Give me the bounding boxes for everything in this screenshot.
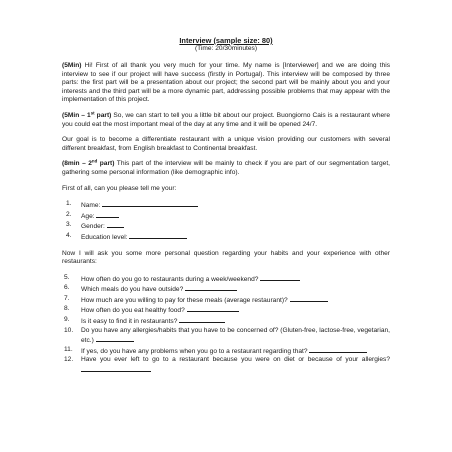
- intro-paragraph: [62, 62, 390, 105]
- answer-blank[interactable]: [290, 295, 328, 302]
- document-title: Interview (sample size: 80): [179, 36, 273, 45]
- answer-blank[interactable]: [187, 305, 239, 312]
- part1-lead-pre: (5Min – 1: [62, 111, 91, 119]
- part2-lead-post: part): [97, 160, 115, 168]
- intro-lead: (5Min): [62, 62, 82, 69]
- answer-blank[interactable]: [179, 316, 225, 323]
- intro-text: Hi! First of all thank you very much for your time. My name is [Interviewer] and we are doing this interview to see if our project will have success (firstly in Portugal). This interview will be composed by three parts: the first part will be a presentation about our project; the second part will be mainly about you and your interests and the third part will be a more dynamic part, addressing possible problems that may appear with the implementation of this project.: [62, 62, 390, 104]
- answer-blank[interactable]: [260, 274, 300, 281]
- answer-blank[interactable]: [81, 365, 151, 372]
- part1-lead: [62, 112, 111, 119]
- personal-info-list: [62, 200, 390, 242]
- list-item: 11. If yes, do you have any problems when you go to a restaurant regarding that?: [62, 346, 390, 357]
- part2-lead: [62, 160, 114, 167]
- list-item: 12. Have you ever left to go to a restaurant because you were on diet or because of your allergies?: [62, 356, 390, 375]
- list-item: 6. Which meals do you have outside?: [62, 284, 390, 295]
- habits-question-list: [62, 274, 390, 376]
- answer-blank[interactable]: [107, 221, 124, 228]
- list-item: 7. How much are you willing to pay for these meals (average restaurant)?: [62, 295, 390, 306]
- goal-paragraph: Our goal is to become a differentiate restaurant with a unique vision providing our customers with several different breakfast, from English breakfast to Continental breakfast.: [62, 136, 390, 152]
- part2-text: This part of the interview will be mainly to check if you are part of our segmentation target, gathering some personal information (like demographic info).: [62, 160, 390, 176]
- part2-lead-sup: nd: [91, 158, 98, 164]
- answer-blank[interactable]: [129, 232, 187, 239]
- habits-intro: Now I will ask you some more personal question regarding your habits and your experience with other restaurants:: [62, 249, 390, 266]
- ask-intro: First of all, can you please tell me your:: [62, 184, 177, 192]
- list-item: 8. How often do you eat healthy food?: [62, 305, 390, 316]
- list-item: 3. Gender:: [62, 221, 390, 232]
- answer-blank[interactable]: [96, 211, 119, 218]
- answer-blank[interactable]: [96, 335, 134, 342]
- list-item: 9. Is it easy to find it in restaurants?: [62, 316, 390, 327]
- answer-blank[interactable]: [185, 284, 237, 291]
- answer-blank[interactable]: [309, 346, 367, 353]
- document-subtitle: (Time: 20/30minutes): [194, 45, 258, 52]
- part2-paragraph: [62, 160, 390, 177]
- list-item: 1. Name:: [62, 200, 390, 211]
- list-item: 4. Education level:: [62, 232, 390, 243]
- part1-lead-post: part): [94, 111, 112, 119]
- part1-lead-sup: st: [90, 110, 95, 116]
- list-item: 2. Age:: [62, 211, 390, 222]
- answer-blank[interactable]: [102, 200, 198, 207]
- part1-text: So, we can start to tell you a little bit about our project. Buongiorno Cais is a restaurant where you could eat the most important meal of the day at any time and it will be opened 24/7.: [62, 111, 391, 128]
- part1-paragraph: [62, 112, 390, 129]
- list-item: 10. Do you have any allergies/habits that you have to be concerned of? (Gluten-free, lactose-free, vegetarian, etc.): [64, 326, 390, 345]
- part2-lead-pre: (8min – 2: [62, 160, 92, 168]
- list-item: 5. How often do you go to restaurants during a week/weekend?: [62, 274, 390, 285]
